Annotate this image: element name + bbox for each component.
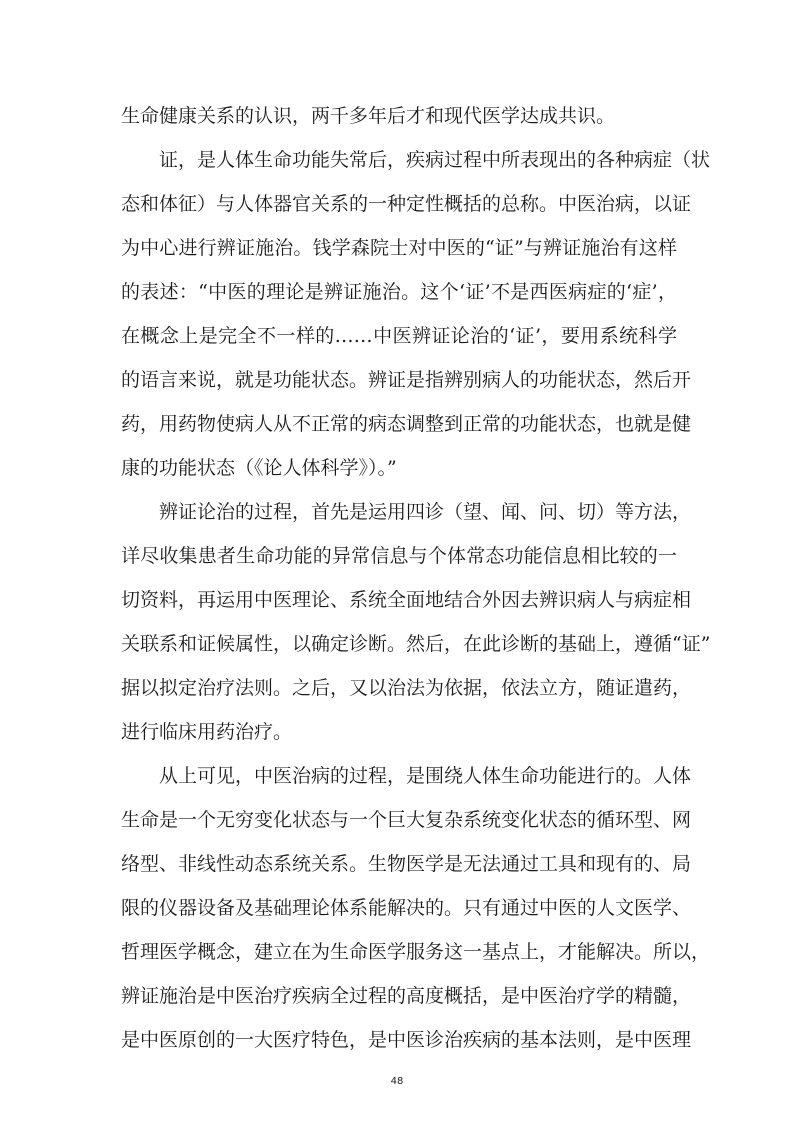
text-line: 康的功能状态（《论人体科学》）。”: [121, 457, 397, 479]
text-line: 在概念上是完全不一样的……中医辨证论治的‘证’，要用系统科学: [121, 325, 677, 347]
text-line: 生命是一个无穷变化状态与一个巨大复杂系统变化状态的循环型、网: [121, 809, 692, 831]
text-line: 详尽收集患者生命功能的异常信息与个体常态功能信息相比较的一: [121, 545, 677, 567]
text-line: 态和体征）与人体器官关系的一种定性概括的总称。中医治病，以证: [121, 193, 692, 215]
text-line: 哲理医学概念，建立在为生命医学服务这一基点上，才能解决。所以，: [121, 941, 711, 963]
text-line: 切资料，再运用中医理论、系统全面地结合外因去辨识病人与病症相: [121, 589, 692, 611]
text-line: 进行临床用药治疗。: [121, 721, 293, 743]
text-line: 从上可见，中医治病的过程，是围绕人体生命功能进行的。人体: [159, 765, 692, 787]
text-line: 络型、非线性动态系统关系。生物医学是无法通过工具和现有的、局: [121, 853, 692, 875]
text-line: 生命健康关系的认识，两千多年后才和现代医学达成共识。: [121, 105, 616, 127]
text-line: 限的仪器设备及基础理论体系能解决的。只有通过中医的人文医学、: [121, 897, 692, 919]
text-line: 关联系和证候属性，以确定诊断。然后，在此诊断的基础上，遵循“证”: [121, 633, 711, 655]
text-line: 的表述：“中医的理论是辨证施治。这个‘证’不是西医病症的‘症’，: [121, 281, 677, 303]
text-line: 证，是人体生命功能失常后，疾病过程中所表现出的各种病症（状: [159, 149, 711, 171]
text-line: 辨证施治是中医治疗疾病全过程的高度概括，是中医治疗学的精髓，: [121, 985, 692, 1007]
text-line: 据以拟定治疗法则。之后，又以治法为依据，依法立方，随证遣药，: [121, 677, 692, 699]
text-line: 为中心进行辨证施治。钱学森院士对中医的“证”与辨证施治有这样: [121, 237, 677, 259]
text-line: 是中医原创的一大医疗特色，是中医诊治疾病的基本法则，是中医理: [121, 1029, 692, 1051]
text-line: 药，用药物使病人从不正常的病态调整到正常的功能状态，也就是健: [121, 413, 692, 435]
text-line: 辨证论治的过程，首先是运用四诊（望、闻、问、切）等方法，: [159, 501, 692, 523]
page-number: 48: [390, 1076, 404, 1087]
text-line: 的语言来说，就是功能状态。辨证是指辨别病人的功能状态，然后开: [121, 369, 692, 391]
